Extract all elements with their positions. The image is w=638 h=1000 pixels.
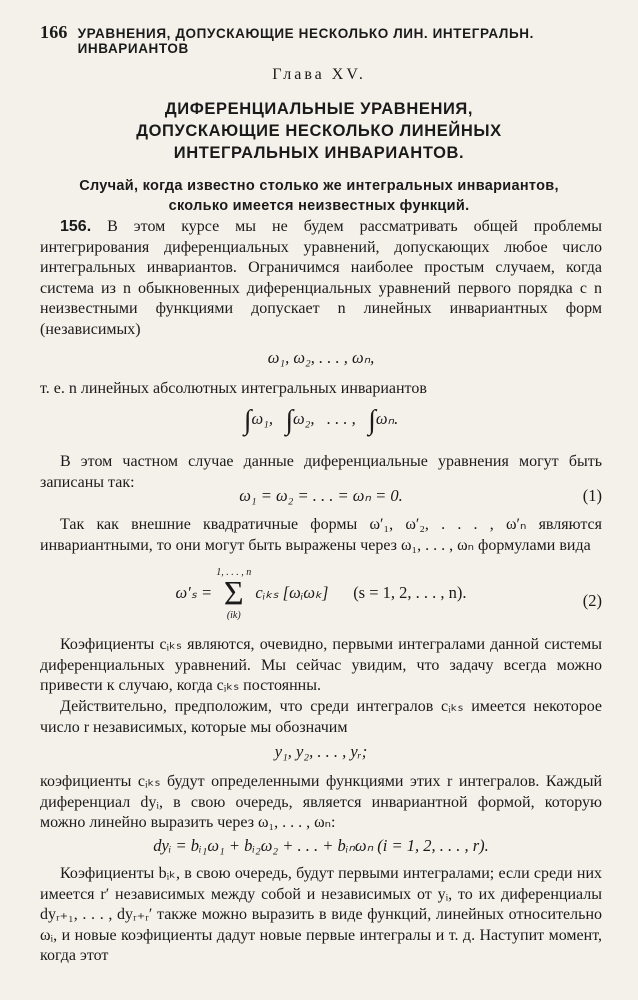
paragraph-1 xyxy=(40,217,602,340)
equation-y xyxy=(40,742,602,762)
equation-forms xyxy=(40,348,602,368)
equation-2-condition: (s = 1, 2, . . . , n). xyxy=(353,582,467,602)
integral-dots: . . . , xyxy=(326,409,356,428)
paragraph-text: В этом курсе мы не будем рассматривать общей проблемы интегрирования диференциальных уравнений, допускающих любое число интегральных инвариантов. Ограничимся наиболее простым случаем, когда система из n обыкновенных диференциальных уравнений первого порядка с n неизвестными функциями допускает n линейных инвариантных форм (независимых) xyxy=(40,218,603,338)
page-number: 166 xyxy=(40,22,68,42)
subtitle-line: сколько имеется неизвестных функций. xyxy=(168,198,470,214)
equation-y-text: y₁, y₂, . . . , yᵣ; xyxy=(274,742,368,761)
paragraph-8 xyxy=(40,864,602,967)
chapter-title-line: ИНТЕГРАЛЬНЫХ ИНВАРИАНТОВ. xyxy=(173,144,465,162)
chapter-title-line: ДИФЕРЕНЦИАЛЬНЫЕ УРАВНЕНИЯ, xyxy=(164,100,474,118)
paragraph-7 xyxy=(40,772,602,834)
integral-sign: ∫ xyxy=(285,405,294,436)
paragraph-text: коэфициенты cᵢₖₛ будут определенными функциями этих r интегралов. Каждый диференциал dyᵢ, в свою очередь, является инвариантной формой, которую можно линейно выразить через ω₁, . . . , ωₙ: xyxy=(40,773,602,831)
paragraph-6 xyxy=(40,697,602,738)
equation-dy xyxy=(40,836,602,856)
sum-upper-limit: 1, . . . , n xyxy=(216,567,252,578)
paragraph-text: Так как внешние квадратичные формы ω′₁, ω′₂, . . . , ω′ₙ являются инвариантными, то они могут быть выражены через ω₁, . . . , ωₙ формулами вида xyxy=(40,516,602,554)
running-title: УРАВНЕНИЯ, ДОПУСКАЮЩИЕ НЕСКОЛЬКО ЛИН. ИНТЕГРАЛЬН. ИНВАРИАНТОВ xyxy=(77,26,534,56)
sum-operator xyxy=(216,567,251,621)
paragraph-4 xyxy=(40,515,602,556)
equation-2 xyxy=(40,567,602,633)
paragraph-text: Коэфициенты cᵢₖₛ являются, очевидно, первыми интегралами данной системы диференциальных уравнений. Мы сейчас увидим, что задачу всегда можно привести к случаю, когда cᵢₖₛ постоянны. xyxy=(40,636,602,694)
chapter-title-line: ДОПУСКАЮЩИЕ НЕСКОЛЬКО ЛИНЕЙНЫХ xyxy=(136,122,502,140)
integral-term: ω₂, xyxy=(293,409,315,428)
chapter-title xyxy=(0,98,638,164)
integral-term: ω₁, xyxy=(251,409,273,428)
chapter-label: Глава XV. xyxy=(272,66,366,83)
running-header xyxy=(40,22,602,56)
paragraph-text: т. е. n линейных абсолютных интегральных инвариантов xyxy=(40,380,427,397)
integral-term: ωₙ. xyxy=(375,409,399,428)
section-subtitle xyxy=(0,176,638,216)
equation-1 xyxy=(40,486,602,506)
equation-2-lhs: ω′ₛ = xyxy=(175,582,213,602)
paragraph-text: Действительно, предположим, что среди интегралов cᵢₖₛ имеется некоторое число r независимых, которые мы обозначим xyxy=(40,698,602,736)
equation-1-text: ω₁ = ω₂ = . . . = ωₙ = 0. xyxy=(239,486,403,505)
equation-integrals xyxy=(40,405,602,437)
equation-2-number: (2) xyxy=(582,591,602,610)
equation-dy-text: dyᵢ = bᵢ₁ω₁ + bᵢ₂ω₂ + . . . + bᵢₙωₙ (i = 1, 2, . . . , r). xyxy=(153,836,489,855)
paragraph-text: В этом частном случае данные диференциальные уравнения могут быть записаны так: xyxy=(40,453,602,491)
section-number: 156. xyxy=(60,218,92,235)
sum-lower-limit: (ik) xyxy=(226,610,241,621)
equation-1-number: (1) xyxy=(582,486,602,505)
integral-sign: ∫ xyxy=(368,405,376,436)
equation-2-body: cᵢₖₛ [ωᵢωₖ] xyxy=(255,582,329,602)
paragraph-text: Коэфициенты bᵢₖ, в свою очередь, будут первыми интегралами; если среди них имеется r′ независимых между собой и независимых от yᵢ, то их диференциалы dyᵣ₊₁, . . . , dyᵣ₊ᵣ′ также можно выразить в виде функций, линейных относительно ωᵢ, и новые коэфициенты дадут новые первые интегралы и т. д. Наступит момент, когда этот xyxy=(40,865,602,964)
integral-sign: ∫ xyxy=(243,405,252,436)
paragraph-5 xyxy=(40,635,602,697)
paragraph-2 xyxy=(40,379,602,400)
equation-forms-text: ω₁, ω₂, . . . , ωₙ, xyxy=(267,348,375,367)
subtitle-line: Случай, когда известно столько же интегральных инвариантов, xyxy=(79,178,559,194)
sigma-icon: Σ xyxy=(223,575,244,612)
